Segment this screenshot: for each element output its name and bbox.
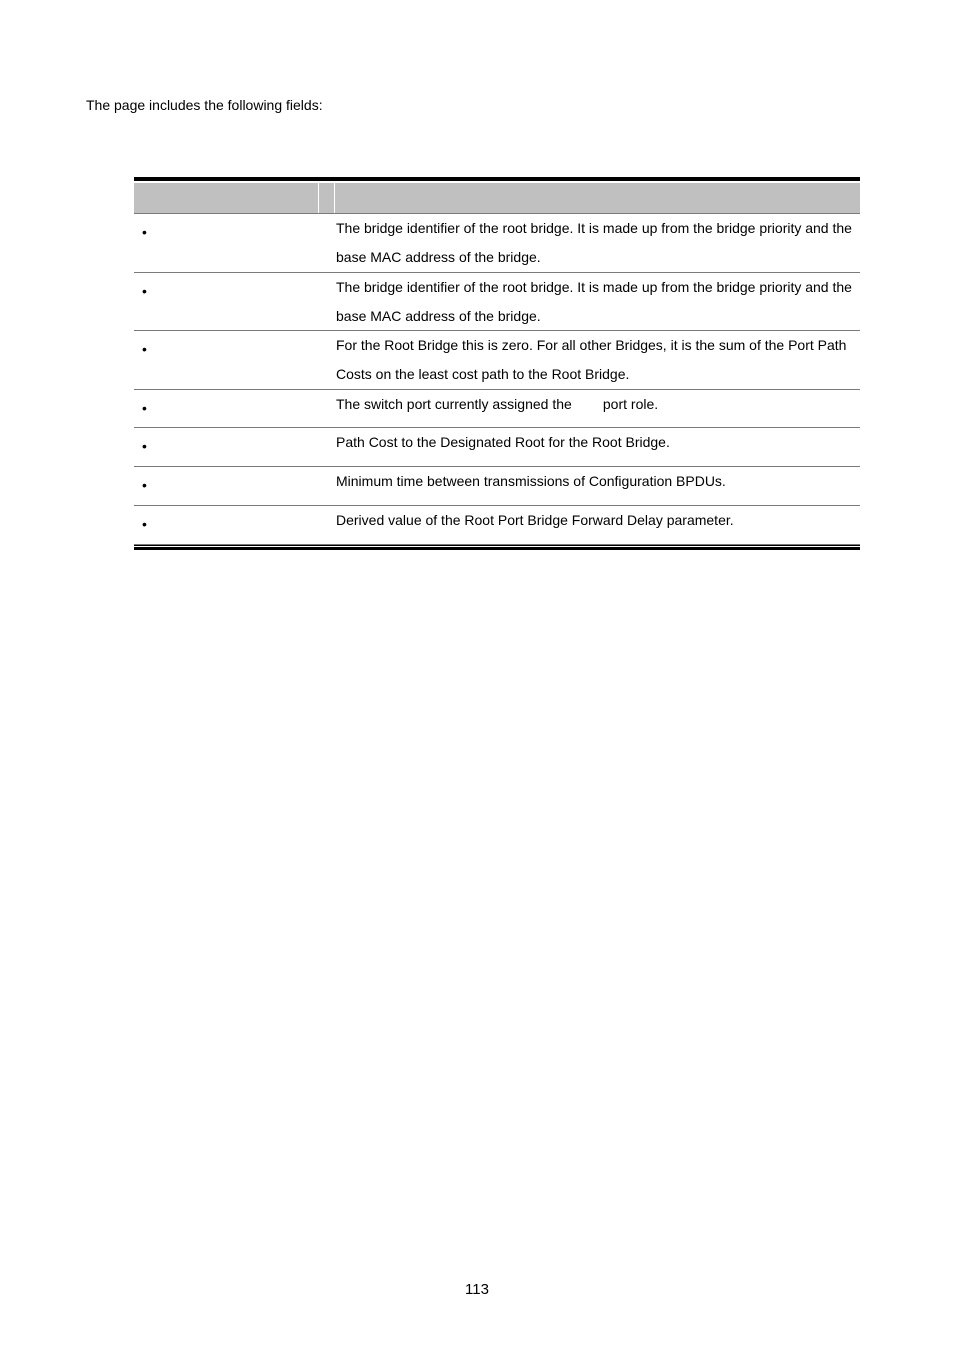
bullet: •	[142, 515, 147, 532]
header-object-cell	[134, 183, 319, 213]
bullet: •	[142, 477, 147, 494]
table-row	[134, 467, 860, 506]
description-cell: The bridge identifier of the root bridge. It is made up from the bridge priority and the base MAC address of the bridge.	[336, 278, 852, 324]
object-cell	[134, 390, 336, 428]
header-divider-cell	[319, 183, 335, 213]
table-row	[134, 428, 860, 467]
object-cell	[134, 214, 336, 272]
table-row	[134, 390, 860, 429]
table-row	[134, 273, 860, 332]
bullet: •	[142, 399, 147, 416]
object-cell	[134, 428, 336, 466]
bullet: •	[142, 341, 147, 357]
table-row	[134, 214, 860, 273]
description-cell: The bridge identifier of the root bridge. It is made up from the bridge priority and the base MAC address of the bridge.	[336, 220, 852, 265]
object-cell	[134, 273, 336, 331]
object-cell	[134, 467, 336, 505]
table-top-rule	[134, 177, 860, 181]
fields-table	[134, 177, 860, 550]
intro-text: The page includes the following fields:	[86, 97, 323, 113]
object-cell	[134, 506, 336, 544]
bullet: •	[142, 282, 147, 299]
description-cell: Derived value of the Root Port Bridge Forward Delay parameter.	[336, 511, 734, 528]
description-cell: Path Cost to the Designated Root for the Root Bridge.	[336, 434, 670, 451]
description-cell: The switch port currently assigned the port role.	[336, 395, 659, 412]
description-cell: Minimum time between transmissions of Configuration BPDUs.	[336, 473, 726, 490]
table-bottom-rule	[134, 545, 860, 550]
table-row	[134, 506, 860, 545]
bullet: •	[142, 224, 147, 240]
table-row	[134, 331, 860, 390]
header-description-cell	[335, 183, 860, 213]
object-cell	[134, 331, 336, 389]
table-header-row	[134, 183, 860, 214]
bullet: •	[142, 438, 147, 455]
description-cell: For the Root Bridge this is zero. For all other Bridges, it is the sum of the Port Path Costs on the least cost path to the Root Bridge.	[336, 337, 847, 382]
page-number: 113	[465, 1281, 489, 1298]
